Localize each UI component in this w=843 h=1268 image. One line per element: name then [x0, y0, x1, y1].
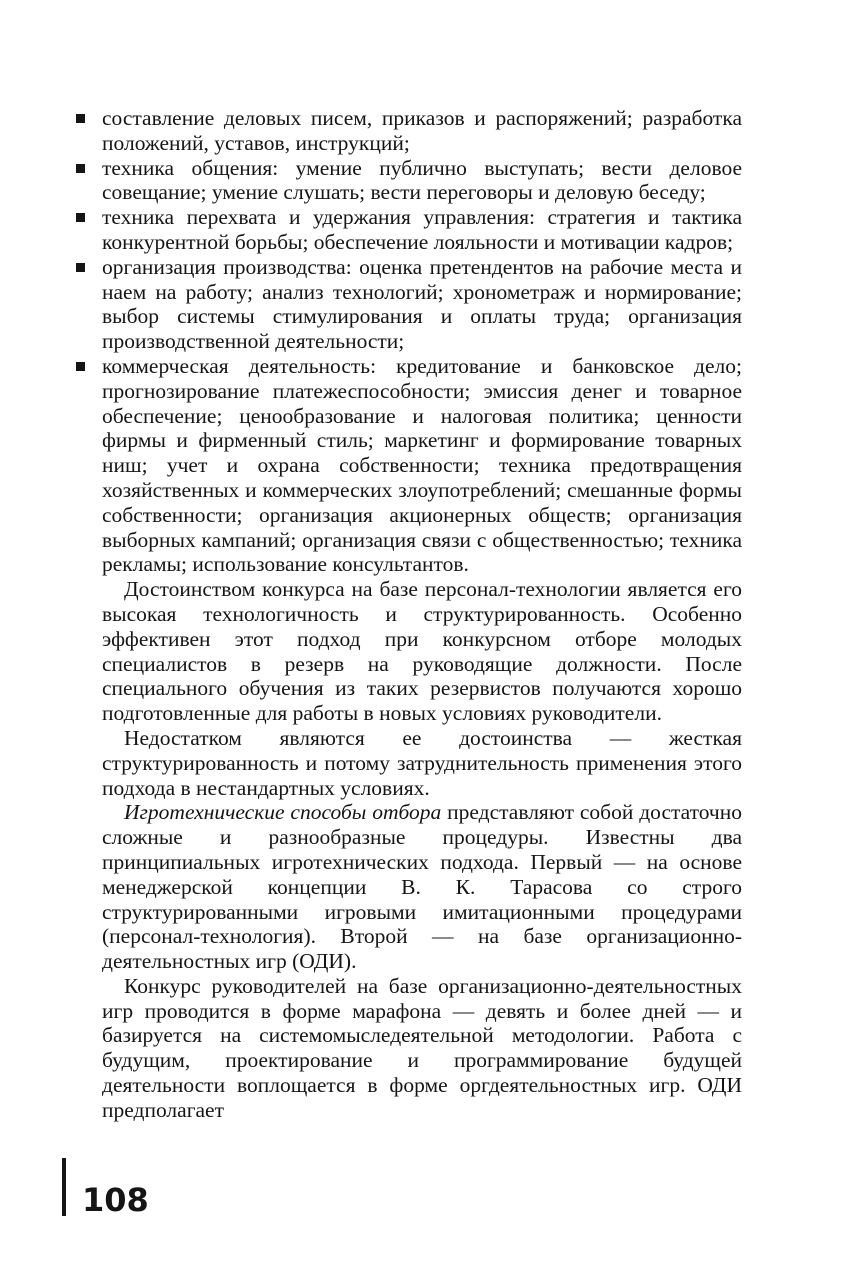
- bullet-item: составление деловых писем, приказов и распоряжений; разработка положений, уставов, инструкций;: [102, 106, 742, 155]
- bullet-item: техника общения: умение публично выступать; вести деловое совещание; умение слушать; вести переговоры и деловую беседу;: [102, 155, 742, 205]
- paragraph-odi-contest: Конкурс руководителей на базе организационно-деятельностных игр проводится в форме марафона — девять и более дней — и базируется на системомыследеятельной методологии. Работа с будущим, проектирование и программирование будущей деятельности воплощается в форме оргдеятельностных игр. ОДИ предполагает: [102, 973, 742, 1122]
- page-number: 108: [82, 1181, 149, 1219]
- bullet-item: организация производства: оценка претендентов на рабочие места и наем на работу; анализ технологий; хронометраж и нормирование; выбор системы стимулирования и оплаты труда; организация производственной деятельности;: [102, 254, 742, 354]
- paragraph-text: представляют собой достаточно сложные и разнообразные процедуры. Известны два принципиальных игротехнических подхода. Первый — на основе менеджерской концепции В. К. Тарасова со строго структурированными игровыми имитационными процедурами (персонал-технология). Второй — на базе организационно-деятельностных игр (ОДИ).: [102, 800, 743, 974]
- bullet-list: [102, 106, 742, 577]
- page-number-rule: [62, 1158, 66, 1216]
- paragraph-game-methods: [102, 800, 742, 974]
- paragraph-disadvantages: Недостатком являются ее достоинства — жесткая структурированность и потому затруднительность применения этого подхода в нестандартных условиях.: [102, 725, 742, 800]
- bullet-item: техника перехвата и удержания управления: стратегия и тактика конкурентной борьбы; обеспечение лояльности и мотивации кадров;: [102, 205, 742, 254]
- paragraph-advantages: Достоинством конкурса на базе персонал-технологии является его высокая технологичность и структурированность. Особенно эффективен этот подход при конкурсном отборе молодых специалистов в резерв на руководящие должности. После специального обучения из таких резервистов получаются хорошо подготовленные для работы в новых условиях руководители.: [102, 577, 742, 726]
- italic-term: Игротехнические способы отбора: [124, 800, 442, 825]
- bullet-item: коммерческая деятельность: кредитование и банковское дело; прогнозирование платежеспособности; эмиссия денег и товарное обеспечение; ценообразование и налоговая политика; ценности фирмы и фирменный стиль; маркетинг и формирование товарных ниш; учет и охрана собственности; техника предотвращения хозяйственных и коммерческих злоупотреблений; смешанные формы собственности; организация акционерных обществ; организация выборных кампаний; организация связи с общественностью; техника рекламы; использование консультантов.: [102, 353, 742, 577]
- page-body: [102, 106, 742, 1123]
